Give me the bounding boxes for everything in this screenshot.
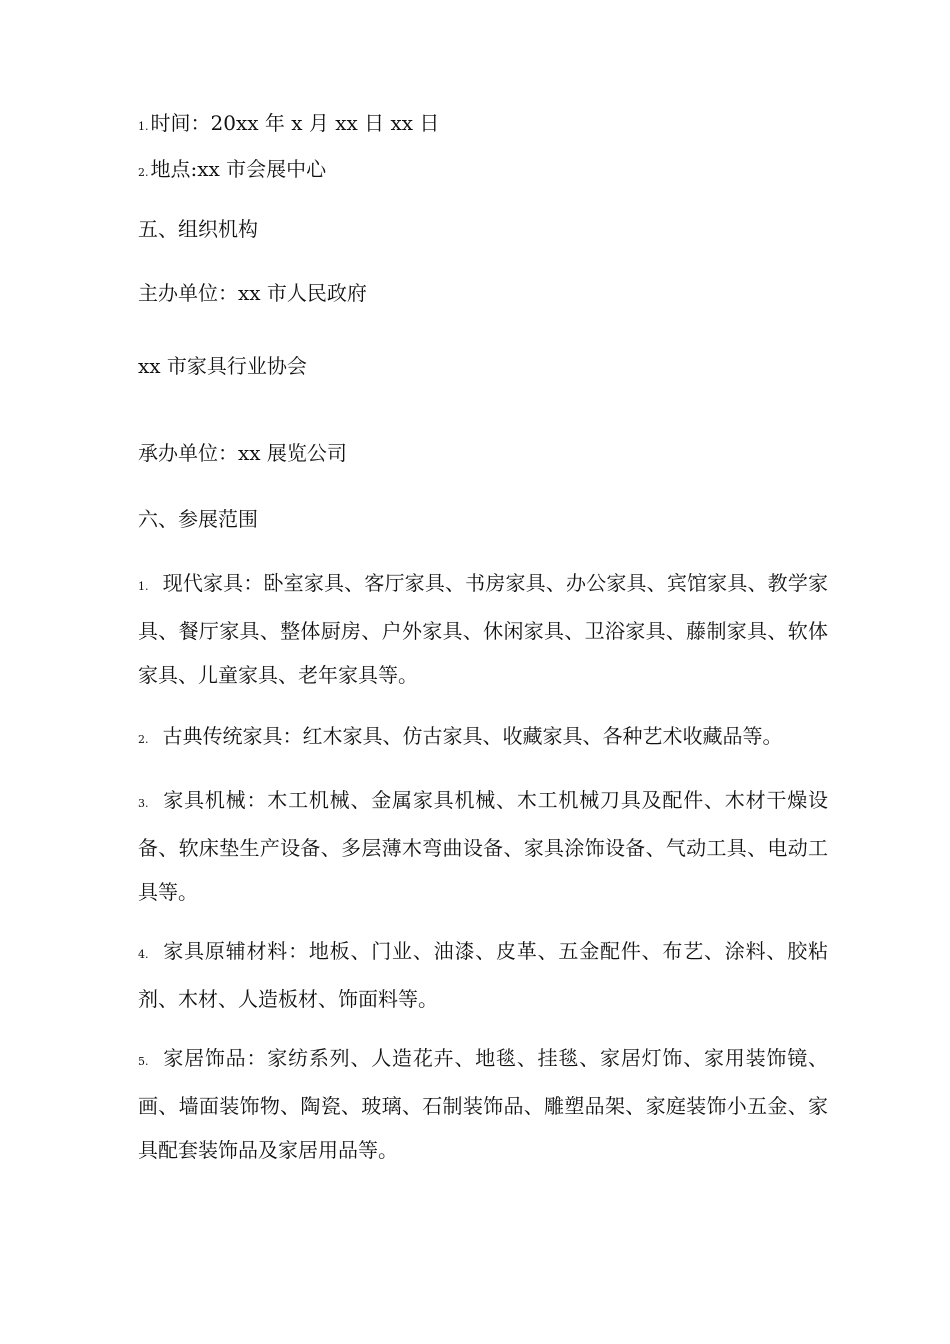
section-heading-organization: 五、组织机构 (138, 217, 258, 241)
list-item-number: 5. (138, 1055, 149, 1068)
host-unit-line-2: xx 市家具行业协会 (138, 354, 307, 378)
place-line (138, 157, 326, 185)
section-heading-exhibit-scope: 六、参展范围 (138, 507, 258, 531)
time-value: 20xx 年 x 月 xx 日 xx 日 (210, 111, 440, 135)
list-item-number: 4. (138, 948, 149, 961)
list-item-text: 现代家具：卧室家具、客厅家具、书房家具、办公家具、宾馆家具、教学家具、餐厅家具、整体厨房、户外家具、休闲家具、卫浴家具、藤制家具、软体家具、儿童家具、老年家具等。 (138, 571, 828, 687)
list-item-text: 家具原辅材料：地板、门业、油漆、皮革、五金配件、布艺、涂料、胶粘剂、木材、人造板材、饰面料等。 (138, 939, 828, 1011)
list-item-text: 家具机械：木工机械、金属家具机械、木工机械刀具及配件、木材干燥设备、软床垫生产设备、多层薄木弯曲设备、家具涂饰设备、气动工具、电动工具等。 (138, 788, 828, 904)
time-label: 时间： (150, 111, 211, 135)
list-item (138, 778, 828, 914)
list-item (138, 561, 828, 697)
list-item-number: 3. (138, 797, 149, 810)
list-item-number: 2. (138, 733, 149, 746)
list-item-text: 古典传统家具：红木家具、仿古家具、收藏家具、各种艺术收藏品等。 (162, 724, 783, 748)
place-label: 地点: (150, 157, 198, 181)
list-item (138, 714, 828, 762)
host-unit-line: 主办单位：xx 市人民政府 (138, 281, 367, 305)
place-number: 2. (138, 166, 149, 179)
time-number: 1. (138, 120, 149, 133)
place-value: xx 市会展中心 (197, 157, 327, 181)
list-item-number: 1. (138, 580, 149, 593)
list-item (138, 929, 828, 1021)
organizer-unit-line: 承办单位：xx 展览公司 (138, 441, 347, 465)
list-item-text: 家居饰品：家纺系列、人造花卉、地毯、挂毯、家居灯饰、家用装饰镜、画、墙面装饰物、陶瓷、玻璃、石制装饰品、雕塑品架、家庭装饰小五金、家具配套装饰品及家居用品等。 (138, 1046, 828, 1162)
time-line (138, 111, 439, 139)
list-item (138, 1036, 828, 1172)
